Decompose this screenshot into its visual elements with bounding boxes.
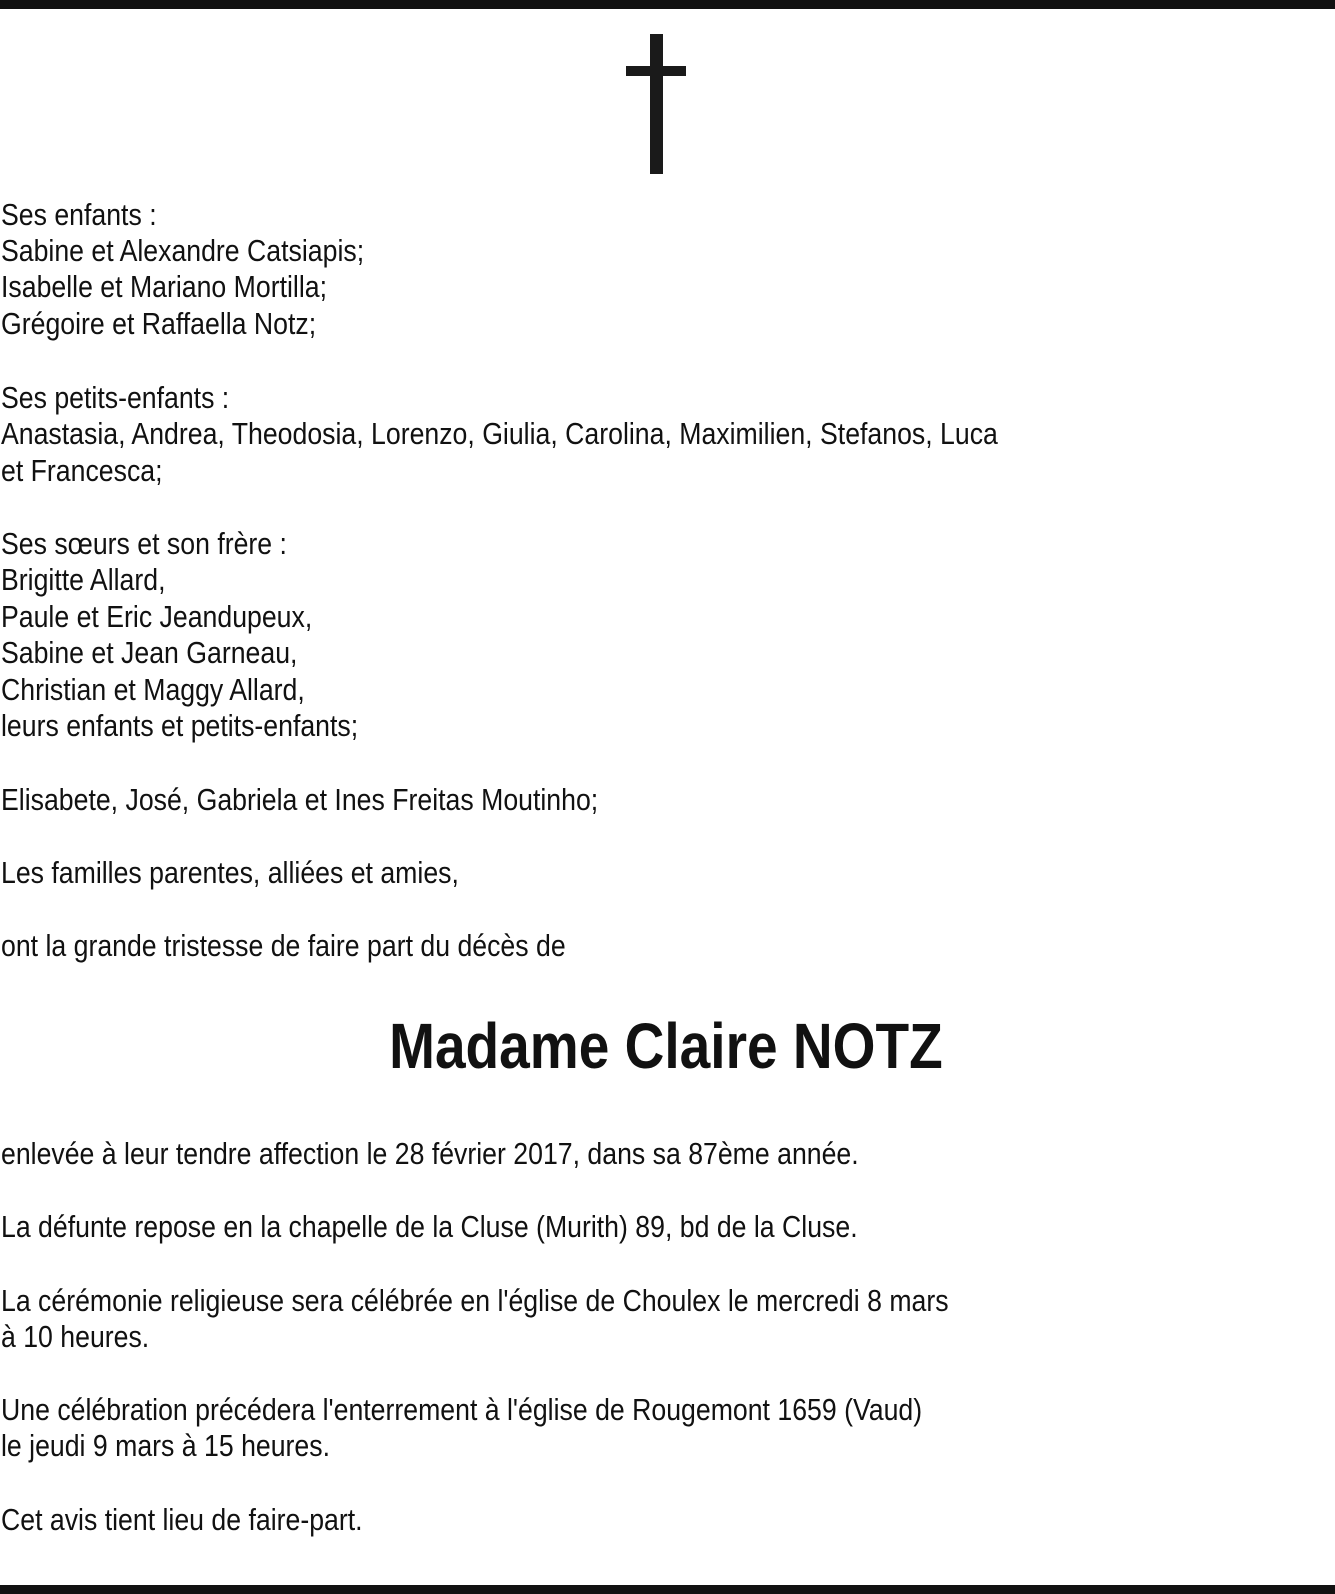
avis-line: Cet avis tient lieu de faire-part. <box>1 1502 363 1537</box>
enfants-heading: Ses enfants : <box>1 197 157 232</box>
petits-enfants-line: Anastasia, Andrea, Theodosia, Lorenzo, Giulia, Carolina, Maximilien, Stefanos, Luca <box>1 416 998 451</box>
ceremonie-line: à 10 heures. <box>1 1319 150 1354</box>
cross-icon <box>626 34 686 174</box>
celebration-line: Une célébration précédera l'enterrement à l'église de Rougemont 1659 (Vaud) <box>1 1392 923 1427</box>
bottom-border-rule <box>0 1585 1335 1594</box>
soeurs-frere-line: Paule et Eric Jeandupeux, <box>1 599 313 634</box>
annonce-line: ont la grande tristesse de faire part du décès de <box>1 928 566 963</box>
petits-enfants-line: et Francesca; <box>1 453 163 488</box>
petits-enfants-heading: Ses petits-enfants : <box>1 380 230 415</box>
soeurs-frere-line: Brigitte Allard, <box>1 562 166 597</box>
enfants-line: Grégoire et Raffaella Notz; <box>1 306 317 341</box>
deceased-name: Madame Claire NOTZ <box>389 1010 943 1082</box>
ceremonie-line: La cérémonie religieuse sera célébrée en l'église de Choulex le mercredi 8 mars <box>1 1283 949 1318</box>
soeurs-frere-heading: Ses sœurs et son frère : <box>1 526 287 561</box>
enfants-line: Sabine et Alexandre Catsiapis; <box>1 233 365 268</box>
deces-line: enlevée à leur tendre affection le 28 février 2017, dans sa 87ème année. <box>1 1136 859 1171</box>
autres-proches: Elisabete, José, Gabriela et Ines Freitas Moutinho; <box>1 782 599 817</box>
top-border-rule <box>0 0 1335 9</box>
celebration-line: le jeudi 9 mars à 15 heures. <box>1 1428 331 1463</box>
soeurs-frere-line: Sabine et Jean Garneau, <box>1 635 298 670</box>
soeurs-frere-line: Christian et Maggy Allard, <box>1 672 305 707</box>
soeurs-frere-line: leurs enfants et petits-enfants; <box>1 708 359 743</box>
repose-line: La défunte repose en la chapelle de la Cluse (Murith) 89, bd de la Cluse. <box>1 1209 858 1244</box>
familles-line: Les familles parentes, alliées et amies, <box>1 855 459 890</box>
enfants-line: Isabelle et Mariano Mortilla; <box>1 269 327 304</box>
